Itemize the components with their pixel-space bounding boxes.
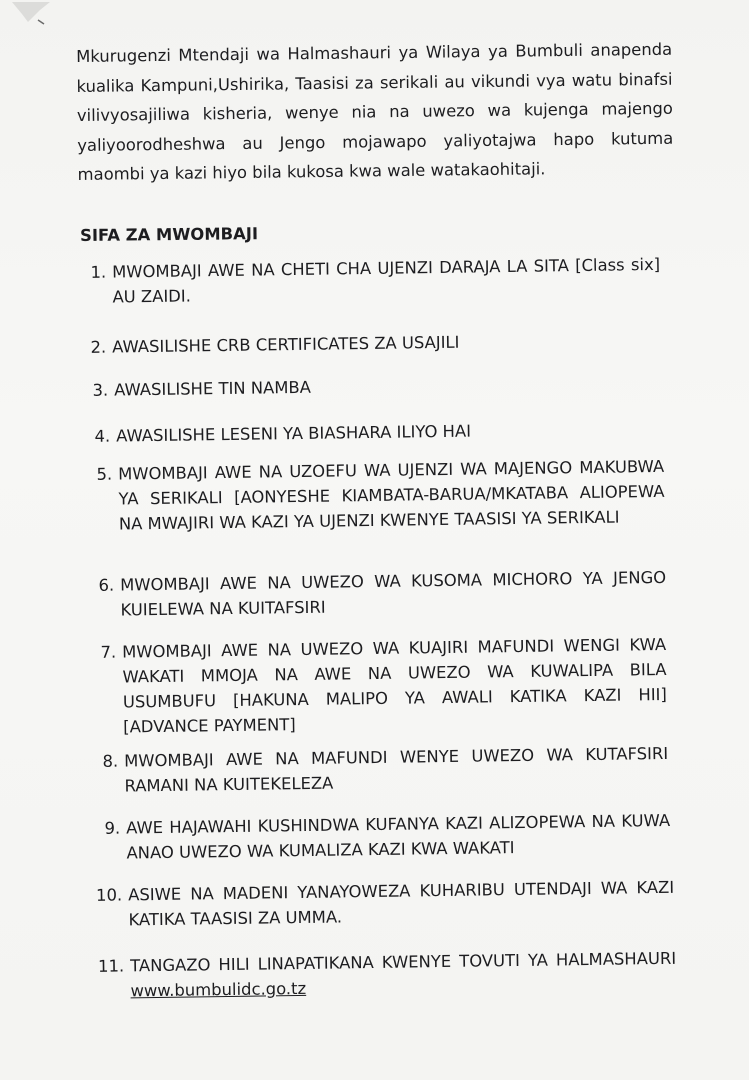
list-item-text: AWASILISHE CRB CERTIFICATES ZA USAJILI [112, 332, 460, 357]
list-item-number: 8. [102, 751, 119, 771]
list-item-text: MWOMBAJI AWE NA UWEZO WA KUSOMA MICHORO YA JENGO KUIELEWA NA KUITAFSIRI [120, 567, 667, 620]
intro-paragraph: Mkurugenzi Mtendaji wa Halmashauri ya Wilaya ya Bumbuli anapenda kualika Kampuni,Ushirika, Taasisi za serikali au vikundi vya watu binafsi vilivyosajiliwa kisheria, wenye nia na uwezo wa kujenga majengo yaliyoorodheshwa au Jengo mojawapo yaliyotajwa hapo kutuma maombi ya kazi hiyo bila kukosa kwa wale watakaohitaji. [76, 39, 674, 184]
list-item-number: 10. [95, 885, 123, 905]
list-item [92, 808, 671, 866]
list-item-number: 4. [94, 426, 111, 446]
list-item-number: 6. [98, 575, 115, 595]
list-item [78, 327, 678, 360]
list-item [84, 454, 665, 537]
list-item-text: MWOMBAJI AWE NA UZOEFU WA UJENZI WA MAJENGO MAKUBWA YA SERIKALI [AONYESHE KIAMBATA-BARUA/MKATABA ALIOPEWA NA MWAJIRI WA KAZI YA UJENZI KWENYE TAASISI YA SERIKALI [118, 456, 665, 534]
list-item-number: 9. [104, 818, 121, 838]
list-item [78, 252, 661, 310]
list-item-text: MWOMBAJI AWE NA UWEZO WA KUAJIRI MAFUNDI WENGI KWA WAKATI MMOJA NA AWE NA UWEZO WA KUWALIPA BILA USUMBUFU [HAKUNA MALIPO YA AWALI KATIKA KAZI HII][ADVANCE PAYMENT] [122, 634, 667, 737]
list-item [90, 741, 669, 799]
list-item-text: AWE HAJAWAHI KUSHINDWA KUFANYA KAZI ALIZOPEWA NA KUWA ANAO UWEZO WA KUMALIZA KAZI KWA WAKATI [126, 810, 671, 863]
list-item-number: 11. [97, 956, 125, 976]
website-link[interactable]: www.bumbulidc.go.tz [130, 978, 307, 1001]
list-item-text: ASIWE NA MADENI YANAYOWEZA KUHARIBU UTENDAJI WA KAZI KATIKA TAASISI ZA UMMA. [128, 877, 675, 930]
list-item-number: 7. [100, 642, 117, 662]
list-item [80, 370, 680, 403]
list-item [88, 632, 667, 740]
list-item [82, 416, 682, 449]
list-item-text: AWASILISHE TIN NAMBA [114, 377, 312, 400]
section-heading: SIFA ZA MWOMBAJI [80, 224, 259, 245]
list-item-text: MWOMBAJI AWE NA MAFUNDI WENYE UWEZO WA KUTAFSIRI RAMANI NA KUITEKELEZA [124, 743, 669, 796]
list-item-text [130, 946, 677, 1004]
list-item-number: 5. [96, 464, 113, 484]
list-item [86, 946, 677, 1004]
list-item-text-main: TANGAZO HILI LINAPATIKANA KWENYE TOVUTI YA HALMASHAURI [130, 948, 677, 976]
list-item-number: 2. [90, 337, 107, 357]
list-item-number: 3. [92, 380, 109, 400]
list-item-number: 1. [90, 262, 107, 282]
list-item-text: MWOMBAJI AWE NA CHETI CHA UJENZI DARAJA LA SITA [Class six] AU ZAIDI. [112, 254, 661, 307]
list-item [86, 565, 667, 623]
list-item-text: AWASILISHE LESENI YA BIASHARA ILIYO HAI [116, 421, 472, 446]
list-item [84, 875, 675, 933]
scan-mark-graphic [10, 0, 70, 26]
